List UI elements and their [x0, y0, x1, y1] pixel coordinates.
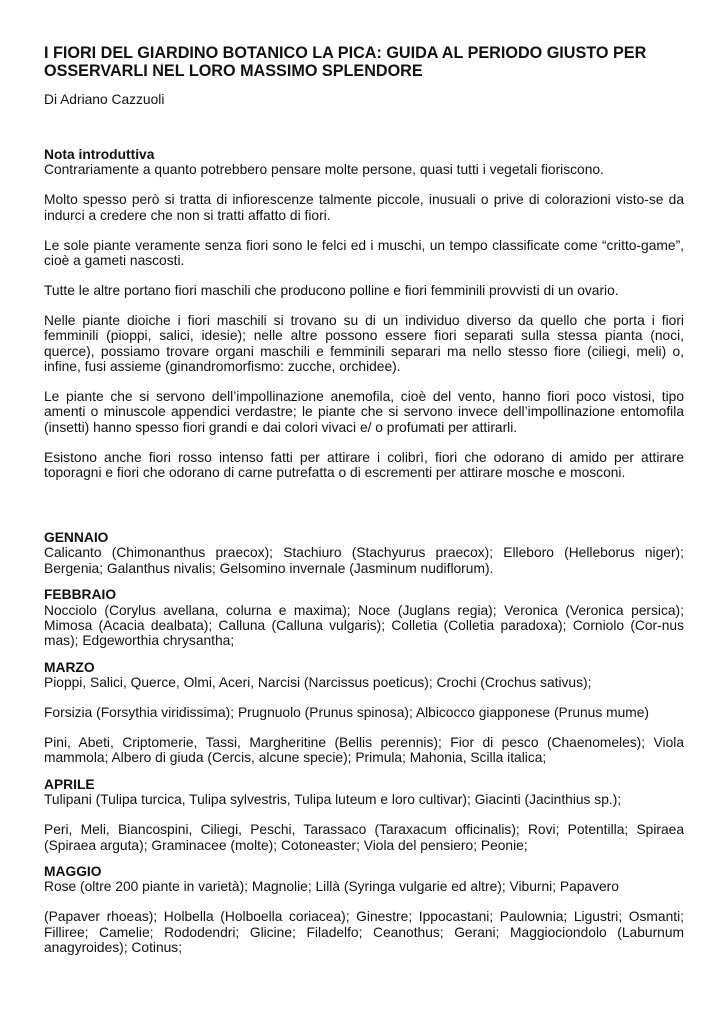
- intro-paragraph: Le sole piante veramente senza fiori sono le felci ed i muschi, un tempo classificate come “critto-game”, cioè a gameti nascosti.: [44, 237, 684, 269]
- intro-paragraph: Molto spesso però si tratta di infiorescenze talmente piccole, inusuali o prive di colorazioni visto-se da indurci a credere che non si tratti affatto di fiori.: [44, 192, 684, 223]
- month-paragraph: Peri, Meli, Biancospini, Ciliegi, Peschi, Tarassaco (Taraxacum officinalis); Rovi; Potentilla; Spiraea (Spiraea arguta); Graminacee (molte); Cotoneaster; Viola del pensiero; Peonie;: [44, 822, 684, 853]
- intro-paragraph: Esistono anche fiori rosso intenso fatti per attirare i colibrì, fiori che odorano di amido per attirare toporagni e fiori che odorano di carne putrefatta o di escrementi per attirare mosche e mosconi.: [44, 449, 684, 481]
- month-marzo: [44, 660, 684, 766]
- month-febbraio: [44, 587, 684, 649]
- month-paragraph: Nocciolo (Corylus avellana, colurna e maxima); Noce (Juglans regia); Veronica (Veronica persica); Mimosa (Acacia dealbata); Calluna (Calluna vulgaris); Colletia (Colletia paradoxa); Corniolo (Cor-nus mas); Edgeworthia chrysantha;: [44, 602, 684, 649]
- intro-paragraph: Contrariamente a quanto potrebbero pensare molte persone, quasi tutti i vegetali fioriscono.: [44, 162, 604, 178]
- month-aprile: [44, 777, 684, 853]
- month-paragraph: (Papaver rhoeas); Holbella (Holboella coriacea); Ginestre; Ippocastani; Paulownia; Ligustri; Osmanti; Filliree; Camelie; Rododendri; Glicine; Filadelfo; Ceanothus; Gerani; Maggiociondolo (Laburnum anagyroides); Cotinus;: [44, 909, 684, 956]
- month-paragraph: Forsizia (Forsythia viridissima); Prugnuolo (Prunus spinosa); Albicocco giapponese (Prunus mume): [44, 705, 650, 721]
- intro-heading: Nota introduttiva: [44, 147, 155, 162]
- month-heading: GENNAIO: [44, 530, 109, 545]
- document-page: [44, 44, 684, 956]
- author-line: Di Adriano Cazzuoli: [44, 92, 165, 107]
- month-paragraph: Rose (oltre 200 piante in varietà); Magnolie; Lillà (Syringa vulgarie ed altre); Viburni; Papavero: [44, 879, 619, 895]
- month-heading: APRILE: [44, 776, 95, 792]
- intro-section: [44, 147, 684, 481]
- month-gennaio: [44, 530, 684, 576]
- months-section: [44, 530, 684, 967]
- month-heading: MAGGIO: [44, 864, 102, 879]
- month-heading: MARZO: [44, 659, 95, 675]
- document-title: I FIORI DEL GIARDINO BOTANICO LA PICA: GUIDA AL PERIODO GIUSTO PER OSSERVARLI NEL LORO MASSIMO SPLENDORE: [44, 44, 647, 80]
- month-paragraph: Calicanto (Chimonanthus praecox); Stachiuro (Stachyurus praecox); Elleboro (Helleborus niger); Bergenia; Galanthus nivalis; Gelsomino invernale (Jasminum nudiflorum).: [44, 545, 684, 576]
- month-maggio: [44, 864, 684, 956]
- intro-paragraph: Le piante che si servono dell’impollinazione anemofila, cioè del vento, hanno fiori poco vistosi, tipo amenti o minuscole appendici verdastre; le piante che si servono invece dell’impollinazione entomofila (insetti) hanno spesso fiori grandi e dai colori vivaci e/ o profumati per attirarli.: [44, 388, 684, 435]
- month-heading: FEBBRAIO: [44, 587, 117, 603]
- intro-paragraph: Tutte le altre portano fiori maschili che producono polline e fiori femminili provvisti di un ovario.: [44, 282, 619, 298]
- month-paragraph: Pioppi, Salici, Querce, Olmi, Aceri, Narcisi (Narcissus poeticus); Crochi (Crochus sativus);: [44, 675, 592, 691]
- month-paragraph: Pini, Abeti, Criptomerie, Tassi, Margheritine (Bellis perennis); Fior di pesco (Chaenomeles); Viola mammola; Albero di giuda (Cercis, alcune specie); Primula; Mahonia, Scilla italica;: [44, 735, 684, 766]
- month-paragraph: Tulipani (Tulipa turcica, Tulipa sylvestris, Tulipa luteum e loro cultivar); Giacinti (Jacinthius sp.);: [44, 792, 622, 808]
- intro-paragraph: Nelle piante dioiche i fiori maschili si trovano su di un individuo diverso da quello che porta i fiori femminili (pioppi, salici, idesie); nelle altre possono essere fiori separati sulla stessa pianta (noci, querce), possiamo trovare organi maschili e femminili separari ma nello stesso fiore (ciliegi, meli) o, infine, fusi assieme (ginandromorfismo: zucche, orchidee).: [44, 312, 684, 375]
